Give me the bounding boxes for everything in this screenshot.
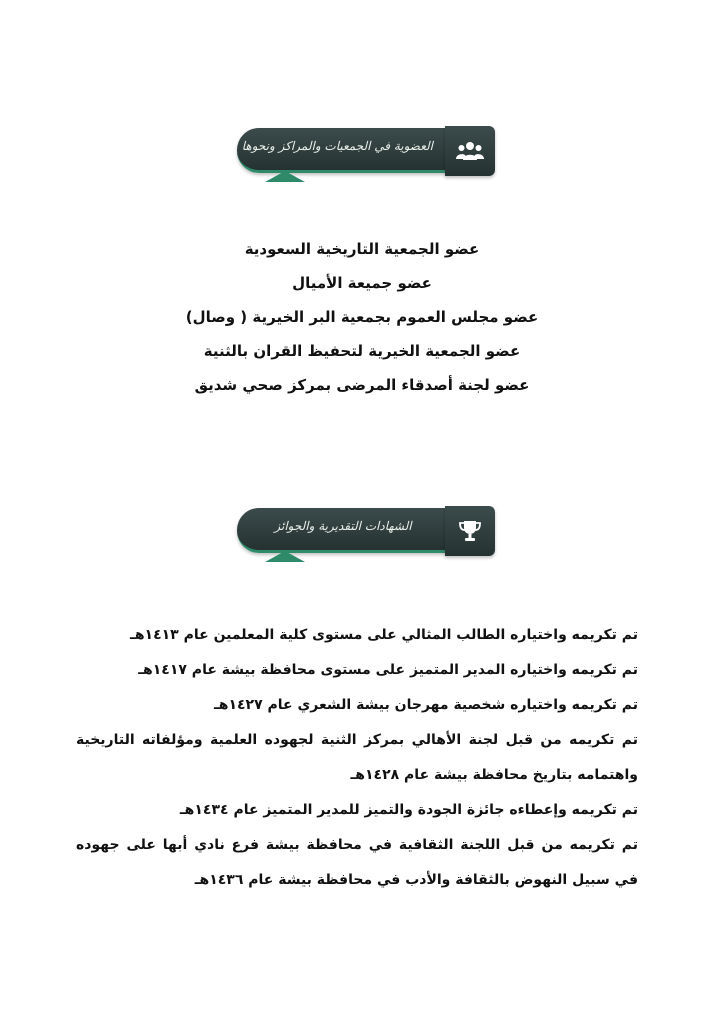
banner-wedge — [265, 551, 305, 562]
honour-item: تم تكريمه واختياره شخصية مهرجان بيشة الشعري عام ١٤٢٧هـ — [213, 697, 638, 713]
membership-section-title: العضوية في الجمعيات والمراكز ونحوها — [241, 139, 433, 153]
banner-ribbon — [237, 508, 447, 553]
trophy-icon — [458, 519, 482, 543]
honour-item: تم تكريمه واختياره الطالب المثالي على مستوى كلية المعلمين عام ١٤١٣هـ — [130, 627, 638, 643]
banner-icon-box — [445, 506, 495, 556]
membership-item: عضو مجلس العموم بجمعية البر الخيرية ( وصال) — [185, 308, 539, 326]
membership-item: عضو الجمعية التاريخية السعودية — [244, 240, 480, 258]
honours-list — [76, 618, 638, 898]
honour-item: تم تكريمه من قبل لجنة الأهالي بمركز الثنية لجهوده العلمية ومؤلفاته التاريخية واهتمامه بتاريخ محافظة بيشة عام ١٤٢٨هـ — [76, 732, 638, 783]
membership-section-banner — [237, 128, 495, 182]
group-icon — [456, 140, 484, 162]
membership-list — [140, 232, 584, 402]
honour-item: تم تكريمه وإعطاءه جائزة الجودة والتميز للمدير المتميز عام ١٤٣٤هـ — [179, 802, 638, 818]
honour-item: تم تكريمه واختياره المدير المتميز على مستوى محافظة بيشة عام ١٤١٧هـ — [138, 662, 638, 678]
banner-wedge — [265, 171, 305, 182]
membership-item: عضو لجنة أصدقاء المرضى بمركز صحي شديق — [194, 376, 530, 394]
honours-section-banner — [237, 508, 495, 562]
membership-item: عضو جميعة الأميال — [292, 274, 432, 292]
membership-item: عضو الجمعية الخيرية لتحفيظ القران بالثنية — [203, 342, 521, 360]
banner-icon-box — [445, 126, 495, 176]
banner-ribbon — [237, 128, 447, 173]
honours-section-title: الشهادات التقديرية والجوائز — [274, 519, 412, 533]
honour-item: تم تكريمه من قبل اللجنة الثقافية في محافظة بيشة فرع نادي أبها على جهوده في سبيل النهوض بالثقافة والأدب في محافظة بيشة عام ١٤٣٦هـ — [76, 837, 638, 888]
